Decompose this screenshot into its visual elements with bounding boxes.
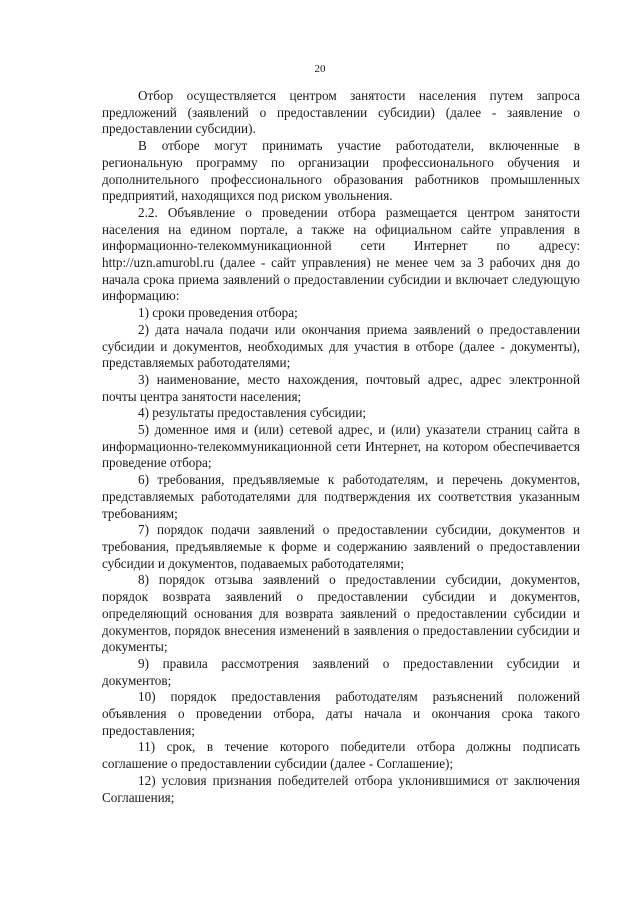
list-item: 5) доменное имя и (или) сетевой адрес, и (или) указатели страниц сайта в информационно-телекоммуникационной сети Интернет, на котором обеспечивается проведение отбора; [102, 422, 580, 471]
list-item: 7) порядок подачи заявлений о предоставлении субсидии, документов и требования, предъявляемые к форме и содержанию заявлений о предоставлении субсидии и документов, подаваемых работодателями; [102, 522, 580, 571]
list-item: 9) правила рассмотрения заявлений о предоставлении субсидии и документов; [102, 655, 580, 688]
list-item: 8) порядок отзыва заявлений о предоставлении субсидии, документов, порядок возврата заявлений о предоставлении субсидии и документов, определяющий основания для возврата заявлений о предоставлении субсидии и документов, порядок внесения изменений в заявления о предоставлении субсидии и документы; [102, 572, 580, 655]
list-item: 3) наименование, место нахождения, почтовый адрес, адрес электронной почты центра занятости населения; [102, 371, 580, 404]
list-item: 10) порядок предоставления работодателям разъяснений положений объявления о проведении отбора, даты начала и окончания срока такого предоставления; [102, 689, 580, 738]
list-item: 6) требования, предъявляемые к работодателям, и перечень документов, представляемых работодателями для подтверждения их соответствия указанным требованиям; [102, 472, 580, 521]
paragraph: Отбор осуществляется центром занятости населения путем запроса предложений (заявлений о предоставлении субсидии) (далее - заявление о предоставлении субсидии). [102, 88, 580, 137]
list-item: 2) дата начала подачи или окончания приема заявлений о предоставлении субсидии и документов, необходимых для участия в отборе (далее - документы), представляемых работодателями; [102, 321, 580, 371]
document-body [102, 88, 580, 806]
list-item: 4) результаты предоставления субсидии; [138, 405, 367, 421]
page-number: 20 [314, 63, 326, 75]
list-item: 11) срок, в течение которого победители отбора должны подписать соглашение о предоставлении субсидии (далее - Соглашение); [102, 739, 580, 772]
paragraph: В отборе могут принимать участие работодатели, включенные в региональную программу по организации профессионального обучения и дополнительного профессионального образования работников промышленных предприятий, находящихся под риском увольнения. [102, 138, 580, 204]
list-item: 12) условия признания победителей отбора уклонившимися от заключения Соглашения; [102, 772, 580, 805]
paragraph: 2.2. Объявление о проведении отбора размещается центром занятости населения на едином портале, а также на официальном сайте управления в информационно-телекоммуникационной сети Интернет по адресу: http://uzn.amurobl.ru (далее - сайт управления) не менее чем за 3 рабочих дня до начала срока приема заявлений о предоставлении субсидии и включает следующую информацию: [102, 204, 580, 304]
list-item: 1) сроки проведения отбора; [138, 305, 298, 321]
